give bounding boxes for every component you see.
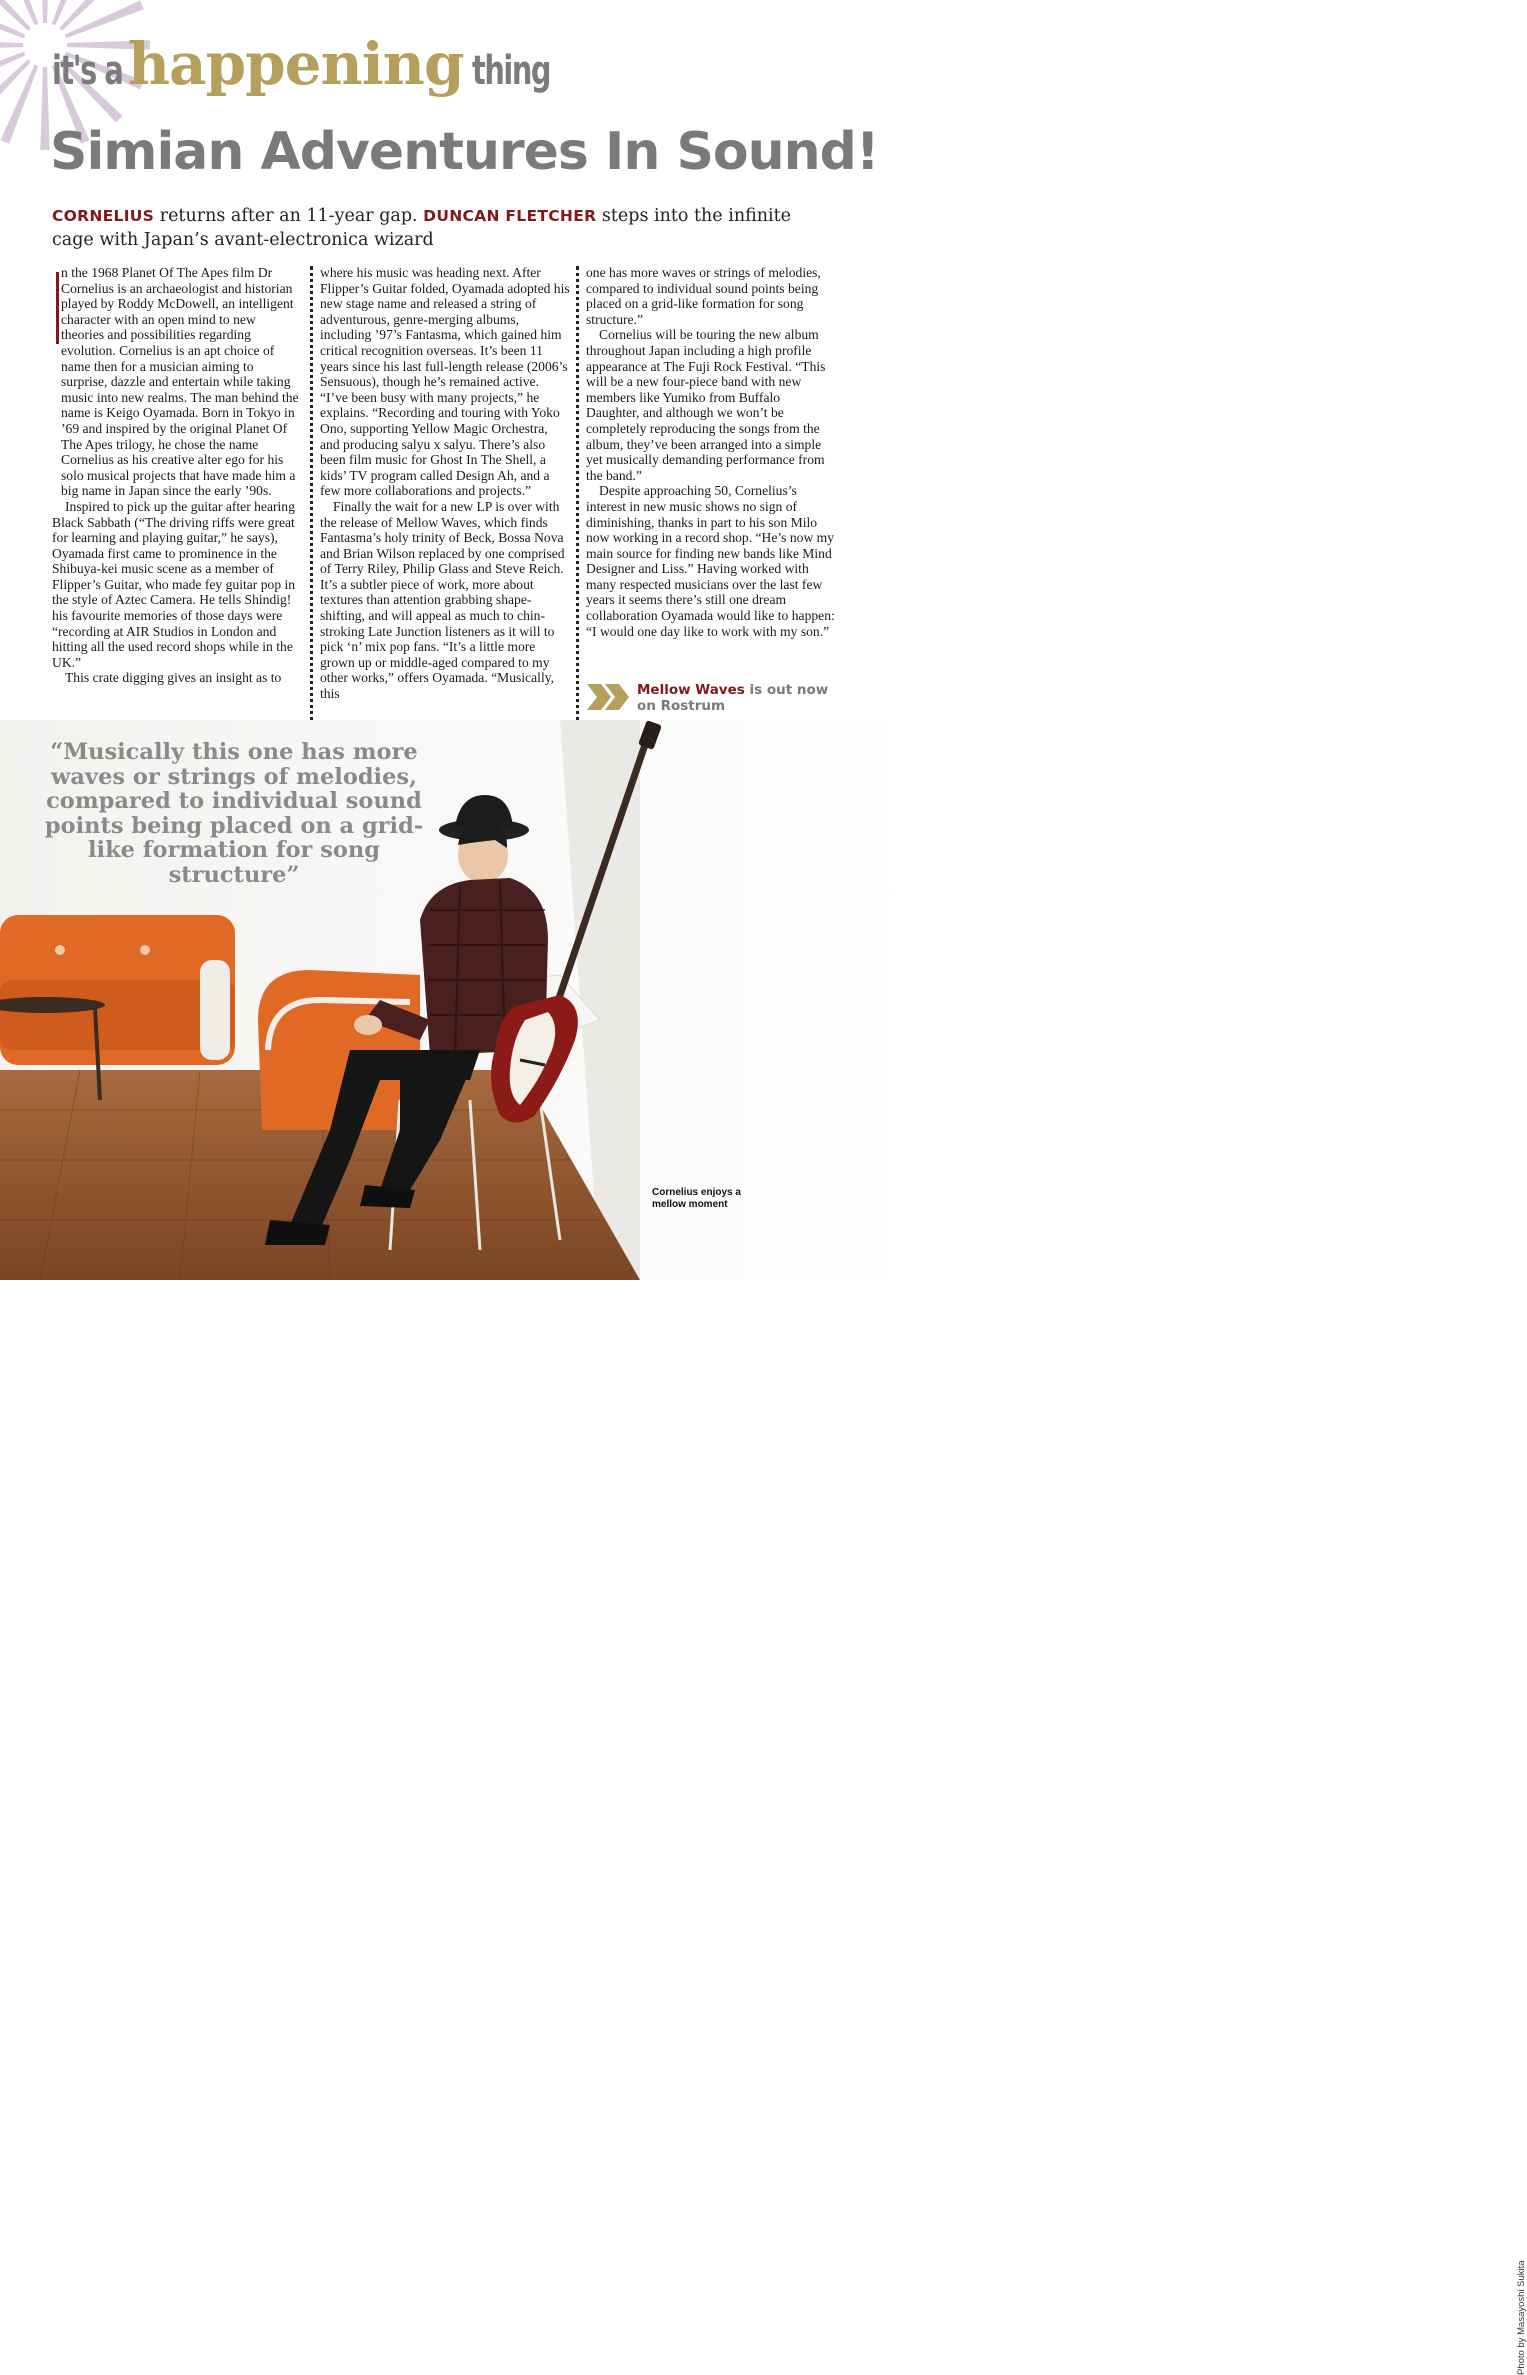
column-rule-2 — [576, 266, 579, 728]
paragraph-1: n the 1968 Planet Of The Apes film Dr Cornelius is an archaeologist and historian played by Roddy McDowell, an intelligent character with an open mind to new theories and possibilities regarding evolution. Cornelius is an apt choice of name then for a musician aiming to surprise, dazzle and entertain while taking music into new realms. The man behind the name is Keigo Oyamada. Born in Tokyo in ’69 and inspired by the original Planet Of The Apes trilogy, he chose the name Cornelius as his creative alter ego for his solo musical projects that have made him a big name in Japan since the early ’90s. — [61, 265, 299, 499]
photo-credit: Photo by Masayoshi Sukita — [1516, 2260, 1527, 2375]
standfirst-author: DUNCAN FLETCHER — [423, 207, 597, 225]
kicker-part3: thing — [471, 48, 550, 94]
double-arrow-icon — [587, 684, 631, 710]
pull-quote: “Musically this one has more waves or strings of melodies, compared to individual sound points being placed on a grid-like formation for song structure” — [44, 739, 424, 888]
sunburst-ray — [1, 65, 39, 144]
sunburst-ray — [40, 67, 49, 150]
paragraph-4: where his music was heading next. After Flipper’s Guitar folded, Oyamada adopted his new stage name and released a string of adventurous, genre-merging albums, including ’97’s Fantasma, which gained him critical recognition overseas. It’s been 11 years since his last full-length release (2006’s Sensuous), though he’s remained active. “I’ve been busy with many projects,” he explains. “Recording and touring with Yoko Ono, supporting Yellow Magic Orchestra, and producing salyu x salyu. There’s also been film music for Ghost In The Shell, a kids’ TV program called Design Ah, and a few more collaborations and projects.” — [320, 265, 570, 499]
sunburst-ray — [40, 0, 49, 23]
section-kicker — [52, 30, 580, 100]
article-headline: Simian Adventures In Sound! — [50, 122, 879, 182]
paragraph-7: Cornelius will be touring the new album throughout Japan including a high profile appearance at The Fuji Rock Festival. “This will be a new four-piece band with new members like Yumiko from Buffalo Daughter, and although we won’t be completely reproducing the songs from the album, they’ve been arranged into a simple yet musically demanding performance from the band.” — [586, 327, 826, 483]
kicker-part2: happening — [127, 30, 464, 98]
standfirst-subject: CORNELIUS — [52, 207, 155, 225]
standfirst — [52, 204, 832, 252]
column-rule-1 — [310, 266, 313, 728]
body-column-2 — [320, 265, 570, 702]
photo-caption: Cornelius enjoys a mellow moment — [652, 1187, 741, 1210]
standfirst-text1: returns after an 11-year gap. — [154, 206, 424, 226]
paragraph-5: Finally the wait for a new LP is over with the release of Mellow Waves, which finds Fantasma’s holy trinity of Beck, Bossa Nova and Brian Wilson replaced by one comprised of Terry Riley, Philip Glass and Steve Reich. It’s a subtler piece of work, more about textures than attention grabbing shape-shifting, and will appeal as much to chin-stroking Late Junction listeners as it will to pick ‘n’ mix pop fans. “It’s a little more grown up or middle-aged compared to my other works,” offers Oyamada. “Musically, this — [320, 498, 565, 702]
standfirst-text2: steps into the infinite cage with Japan’s avant-electronica wizard — [52, 206, 792, 250]
album-title: Mellow Waves — [637, 682, 745, 698]
body-column-1 — [52, 265, 302, 686]
paragraph-2: Inspired to pick up the guitar after hearing Black Sabbath (“The driving riffs were great for learning and playing guitar,” he says), Oyamada first came to prominence in the Shibuya-kei music scene as a member of Flipper’s Guitar, who made fey guitar pop in the style of Aztec Camera. He tells Shindig! his favourite memories of those days were “recording at AIR Studios in London and hitting all the used record shops while in the UK.” — [52, 498, 296, 670]
availability-note — [637, 682, 847, 714]
kicker-part1: it's a — [52, 48, 123, 94]
paragraph-6: one has more waves or strings of melodies, compared to individual sound points being placed on a grid-like formation for song structure.” — [586, 265, 821, 327]
paragraph-8: Despite approaching 50, Cornelius’s interest in new music shows no sign of diminishing, thanks in part to his son Milo now working in a record shop. “He’s now my main source for finding new bands like Mind Designer and Liss.” Having worked with many respected musicians over the last few years it seems there’s still one dream collaboration Oyamada would like to happen: “I would one day like to work with my son.” — [586, 483, 835, 639]
body-column-3 — [586, 265, 836, 639]
sunburst-ray — [0, 40, 23, 49]
paragraph-3: This crate digging gives an insight as to — [65, 670, 282, 686]
availability-text: is out now on Rostrum — [637, 682, 829, 714]
